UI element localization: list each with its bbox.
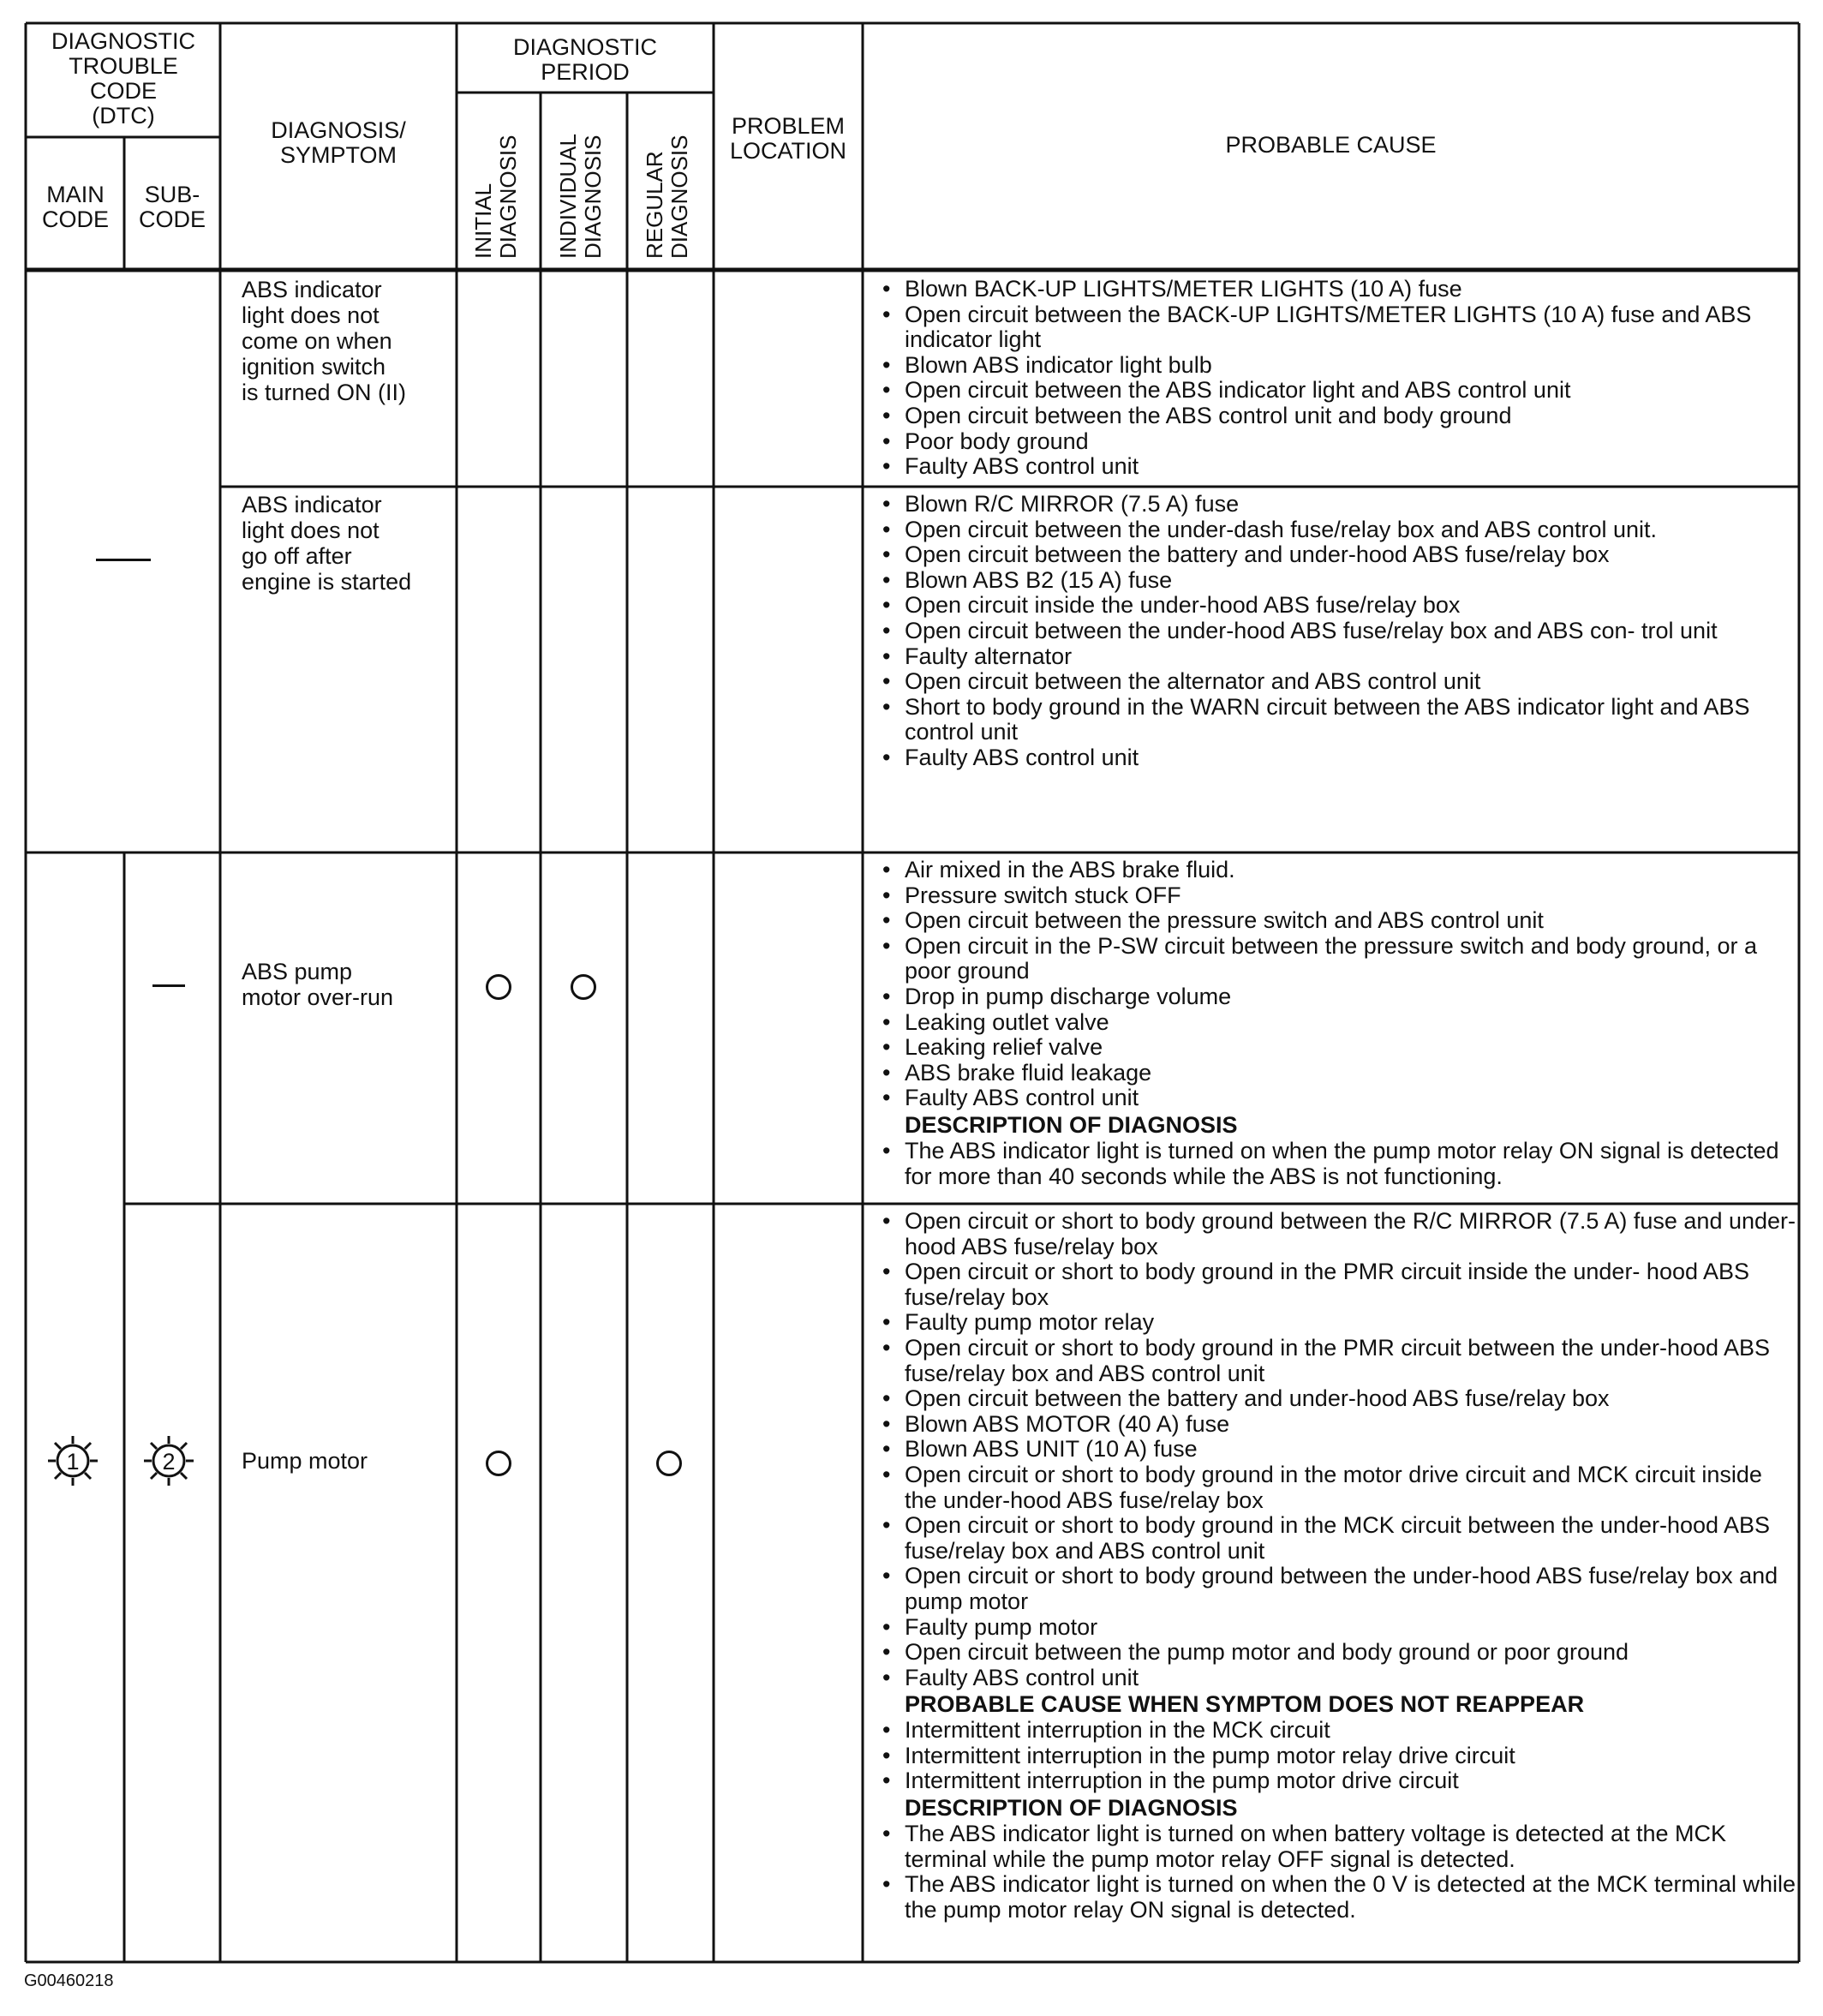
symptom-line: ABS indicator [242,277,382,302]
header-initial-line: INITIAL [470,182,496,259]
header-individual-line: DIAGNOSIS [580,135,606,259]
row1-causes [876,277,1797,480]
cause-item: • Open circuit or short to body ground between the R/C MIRROR (7.5 A) fuse and under-hood ABS fuse/relay box [876,1209,1797,1259]
header-probable-cause: PROBABLE CAUSE [1225,132,1437,158]
row4-causes [876,1209,1797,1923]
description-heading: DESCRIPTION OF DIAGNOSIS [905,1795,1238,1822]
cause-item: • Open circuit between the battery and under-hood ABS fuse/relay box [876,1386,1797,1412]
header-dtc-line: DIAGNOSTIC [51,28,195,54]
cause-item: • Open circuit between the under-dash fuse/relay box and ABS control unit. [876,517,1797,543]
cause-item: • Blown ABS UNIT (10 A) fuse [876,1437,1797,1463]
description-item: • The ABS indicator light is turned on when the pump motor relay ON signal is detected for more than 40 seconds while the ABS is not functioning. [876,1139,1797,1189]
cause-item: • Drop in pump discharge volume [876,984,1797,1010]
cause-item: • Blown R/C MIRROR (7.5 A) fuse [876,492,1797,517]
header-main-code [29,182,122,232]
cause-item: • Open circuit or short to body ground in the motor drive circuit and MCK circuit inside the under-hood ABS fuse/relay box [876,1463,1797,1513]
symptom-line: ABS pump [242,959,353,984]
header-sub-code-line: CODE [138,206,206,232]
header-location-line: PROBLEM [731,113,846,139]
cause-item: • Faulty ABS control unit [876,1086,1797,1111]
cause-item: • Faulty alternator [876,644,1797,670]
cause-item: • Faulty ABS control unit [876,745,1797,771]
cause-item: • Open circuit between the ABS indicator light and ABS control unit [876,378,1797,404]
header-regular-line: REGULAR [642,151,667,259]
header-dtc-line: CODE [89,78,157,104]
cause-item: • Pressure switch stuck OFF [876,883,1797,909]
row3-symptom [242,959,393,1010]
sub-code-blink-icon [140,1433,197,1489]
cause-item: • Blown ABS B2 (15 A) fuse [876,568,1797,594]
symptom-line: motor over-run [242,984,394,1010]
row3-causes [876,858,1797,1189]
cause-item: • Open circuit between the BACK-UP LIGHTS/METER LIGHTS (10 A) fuse and ABS indicator light [876,302,1797,353]
figure-id: G00460218 [24,1971,114,1990]
sub-code-digit: 2 [162,1449,176,1475]
symptom-line: go off after [242,543,352,569]
cause-item: • Blown BACK-UP LIGHTS/METER LIGHTS (10 A) fuse [876,277,1797,302]
symptom-line: engine is started [242,569,412,595]
no-subcode-dash [152,984,185,987]
not-reappear-heading: PROBABLE CAUSE WHEN SYMPTOM DOES NOT REAPPEAR [905,1691,1585,1718]
cause-item: • Poor body ground [876,429,1797,455]
header-individual-diagnosis [556,105,611,259]
row2-causes [876,492,1797,771]
cause-item: • Blown ABS indicator light bulb [876,353,1797,379]
header-problem-location [716,114,860,164]
header-individual-line: INDIVIDUAL [555,134,581,259]
main-code-blink-icon [45,1433,101,1489]
cause-item: • Open circuit between the under-hood ABS fuse/relay box and ABS con- trol unit [876,619,1797,644]
header-regular-diagnosis [643,105,697,259]
regular-diagnosis-mark [656,1451,682,1476]
symptom-line: come on when [242,328,392,354]
header-main-code-line: CODE [41,206,109,232]
cause-item: • Leaking outlet valve [876,1010,1797,1036]
symptom-line: is turned ON (II) [242,380,407,405]
header-symptom-line: DIAGNOSIS/ [271,117,406,143]
header-sub-code-line: SUB- [144,182,200,207]
main-code-digit: 1 [66,1449,80,1475]
header-initial-diagnosis [471,105,526,259]
header-dtc-line: TROUBLE [69,53,178,79]
cause-item: • Short to body ground in the WARN circuit between the ABS indicator light and ABS control unit [876,695,1797,745]
cause-item: • Open circuit or short to body ground between the under-hood ABS fuse/relay box and pump motor [876,1564,1797,1614]
cause-item: • Faulty pump motor relay [876,1310,1797,1336]
header-dtc [29,29,218,129]
cause-item: • Open circuit between the pump motor and body ground or poor ground [876,1640,1797,1666]
header-initial-line: DIAGNOSIS [495,135,521,259]
row1-symptom [242,277,406,405]
not-reappear-item: • Intermittent interruption in the MCK circuit [876,1718,1797,1744]
cause-item: • Open circuit between the alternator and ABS control unit [876,669,1797,695]
header-sub-code [127,182,218,232]
cause-item: • Blown ABS MOTOR (40 A) fuse [876,1412,1797,1438]
symptom-line: light does not [242,302,380,328]
header-period-line: DIAGNOSTIC [512,34,657,60]
cause-item: • Faulty ABS control unit [876,454,1797,480]
not-reappear-item: • Intermittent interruption in the pump motor relay drive circuit [876,1744,1797,1769]
cause-item: • Open circuit between the battery and under-hood ABS fuse/relay box [876,542,1797,568]
cause-item: • Open circuit inside the under-hood ABS fuse/relay box [876,593,1797,619]
cause-item: • Leaking relief valve [876,1035,1797,1061]
cause-item: • Open circuit or short to body ground in the PMR circuit inside the under- hood ABS fuse/relay box [876,1259,1797,1310]
row2-symptom [242,492,411,595]
description-heading: DESCRIPTION OF DIAGNOSIS [905,1111,1238,1138]
symptom-line: light does not [242,517,380,543]
cause-item: • Open circuit between the ABS control unit and body ground [876,404,1797,429]
cause-item: • Air mixed in the ABS brake fluid. [876,858,1797,883]
cause-item: • Faulty ABS control unit [876,1666,1797,1691]
initial-diagnosis-mark [486,974,511,1000]
cause-item: • Open circuit between the pressure switch and ABS control unit [876,908,1797,934]
no-code-dash [96,559,151,561]
cause-item: • Open circuit in the P-SW circuit between the pressure switch and body ground, or a poor ground [876,934,1797,984]
header-symptom-line: SYMPTOM [279,142,397,168]
header-diagnosis-symptom [223,118,454,168]
cause-item: • Faulty pump motor [876,1615,1797,1641]
header-dtc-line: (DTC) [92,103,155,129]
individual-diagnosis-mark [571,974,596,1000]
not-reappear-item: • Intermittent interruption in the pump motor drive circuit [876,1768,1797,1794]
symptom-line: ignition switch [242,354,386,380]
cause-item: • ABS brake fluid leakage [876,1061,1797,1086]
description-item: • The ABS indicator light is turned on when the 0 V is detected at the MCK terminal while the pump motor relay ON signal is detected. [876,1872,1797,1923]
header-period-line: PERIOD [541,59,630,85]
cause-item: • Open circuit or short to body ground in the PMR circuit between the under-hood ABS fuse/relay box and ABS control unit [876,1336,1797,1386]
cause-item: • Open circuit or short to body ground in the MCK circuit between the under-hood ABS fuse/relay box and ABS control unit [876,1513,1797,1564]
row4-symptom: Pump motor [242,1448,368,1474]
header-location-line: LOCATION [729,138,846,164]
description-item: • The ABS indicator light is turned on when battery voltage is detected at the MCK terminal while the pump motor relay OFF signal is detected. [876,1822,1797,1872]
initial-diagnosis-mark [486,1451,511,1476]
header-diagnostic-period [459,35,711,85]
symptom-line: ABS indicator [242,492,382,517]
header-main-code-line: MAIN [46,182,105,207]
header-regular-line: DIAGNOSIS [666,135,692,259]
